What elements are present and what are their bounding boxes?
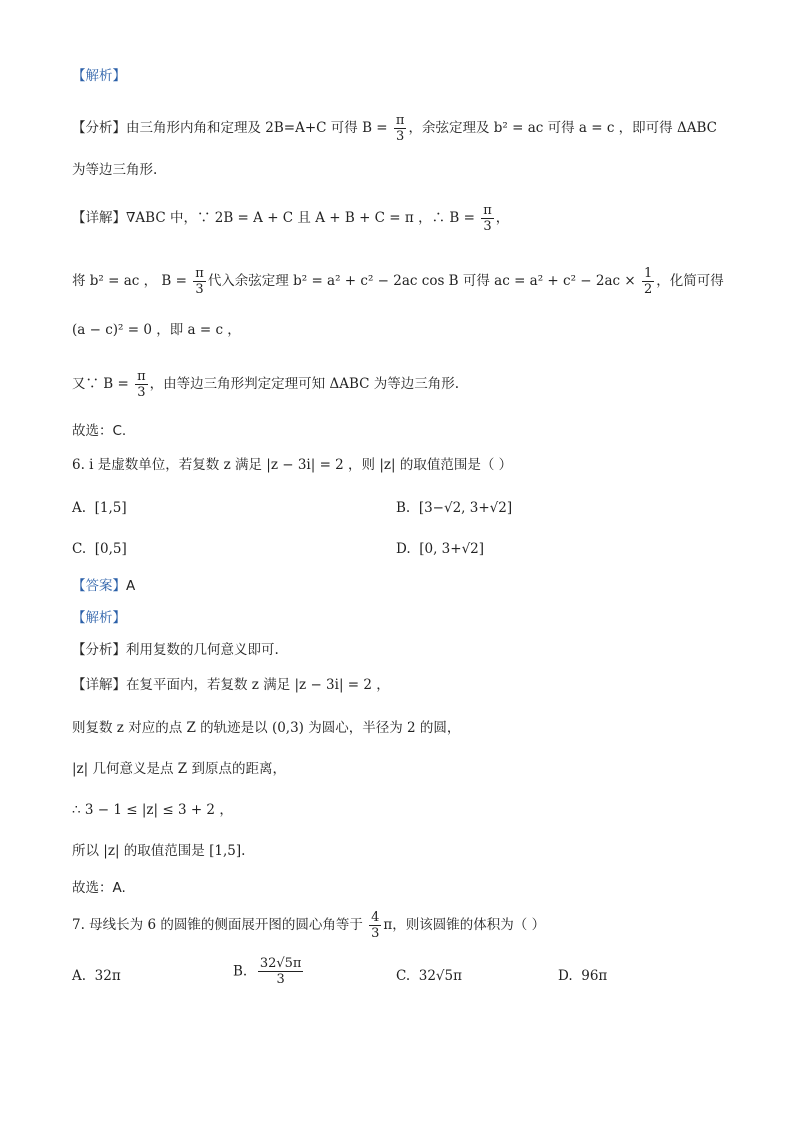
question6-option-d: D. [0, 3+√2] (396, 541, 485, 557)
question6-option-a: A. [1,5] (72, 500, 127, 516)
question6-answer: 【答案】A (72, 578, 136, 594)
analysis-detail-line4: 又∵ B = $\frac{\pi}{3}$ ，由等边三角形判定定理可知 ΔABC 为等边三角形. (72, 369, 460, 400)
analysis-fenxi-line1: 【分析】由三角形内角和定理及 2B=A+C 可得 B = $\frac{\pi}{3}$ ，余弦定理及 b² = ac 可得 a = c ，即可得 ΔABC (72, 113, 717, 144)
question6-detail-line2: 则复数 z 对应的点 Z 的轨迹是以 (0,3) 为圆心，半径为 2 的圆， (72, 720, 461, 736)
analysis-choice: 故选：C. (72, 423, 127, 439)
fraction: $\frac{\pi}{3}$ (395, 113, 405, 144)
question7-option-b: B. $\frac{32√5\pi}{3}$ (233, 956, 302, 987)
question6-detail-line4: ∴ 3 − 1 ≤ |z| ≤ 3 + 2 ， (72, 802, 233, 818)
question6-stem: 6. i 是虚数单位，若复数 z 满足 |z − 3i| = 2 ，则 |z| 的取值范围是（ ） (72, 457, 513, 473)
question6-detail-line3: |z| 几何意义是点 Z 到原点的距离， (72, 761, 286, 777)
analysis-header: 【解析】 (72, 68, 126, 84)
fraction: $\frac{\pi}{3}$ (195, 266, 204, 297)
fraction: $\frac{4}{3}$ (371, 910, 380, 941)
analysis-detail-line2: 将 b² = ac ， B = $\frac{\pi}{3}$ 代入余弦定理 b² = a² + c² − 2ac cos B 可得 ac = a² + c² − 2ac × $\frac{1}{2}$ ，化简可得 (72, 266, 724, 297)
question7-option-d: D. 96π (558, 968, 608, 984)
question6-detail-line5: 所以 |z| 的取值范围是 [1,5]. (72, 843, 246, 859)
question7-option-c: C. 32√5π (396, 968, 462, 984)
analysis-fenxi-line2: 为等边三角形. (72, 162, 158, 178)
fraction: $\frac{1}{2}$ (644, 266, 653, 297)
analysis-detail-line1: 【详解】∇ABC 中，∵ 2B = A + C 且 A + B + C = π ，∴ B = $\frac{\pi}{3}$ ， (72, 203, 510, 234)
fraction: $\frac{\pi}{3}$ (483, 203, 492, 234)
question6-choice: 故选：A. (72, 880, 126, 896)
analysis-detail-line3: (a − c)² = 0 ，即 a = c ， (72, 322, 241, 338)
question6-detail-line1: 【详解】在复平面内，若复数 z 满足 |z − 3i| = 2 ， (72, 677, 390, 693)
fraction: $\frac{32√5\pi}{3}$ (259, 956, 302, 987)
question6-option-c: C. [0,5] (72, 541, 127, 557)
question7-option-a: A. 32π (72, 968, 121, 984)
question6-option-b: B. [3−√2, 3+√2] (396, 500, 513, 516)
question7-stem: 7. 母线长为 6 的圆锥的侧面展开图的圆心角等于 $\frac{4}{3}$ π，则该圆锥的体积为（ ） (72, 910, 546, 941)
question6-analysis-header: 【解析】 (72, 610, 126, 626)
question6-fenxi: 【分析】利用复数的几何意义即可. (72, 642, 279, 658)
fraction: $\frac{\pi}{3}$ (137, 369, 146, 400)
